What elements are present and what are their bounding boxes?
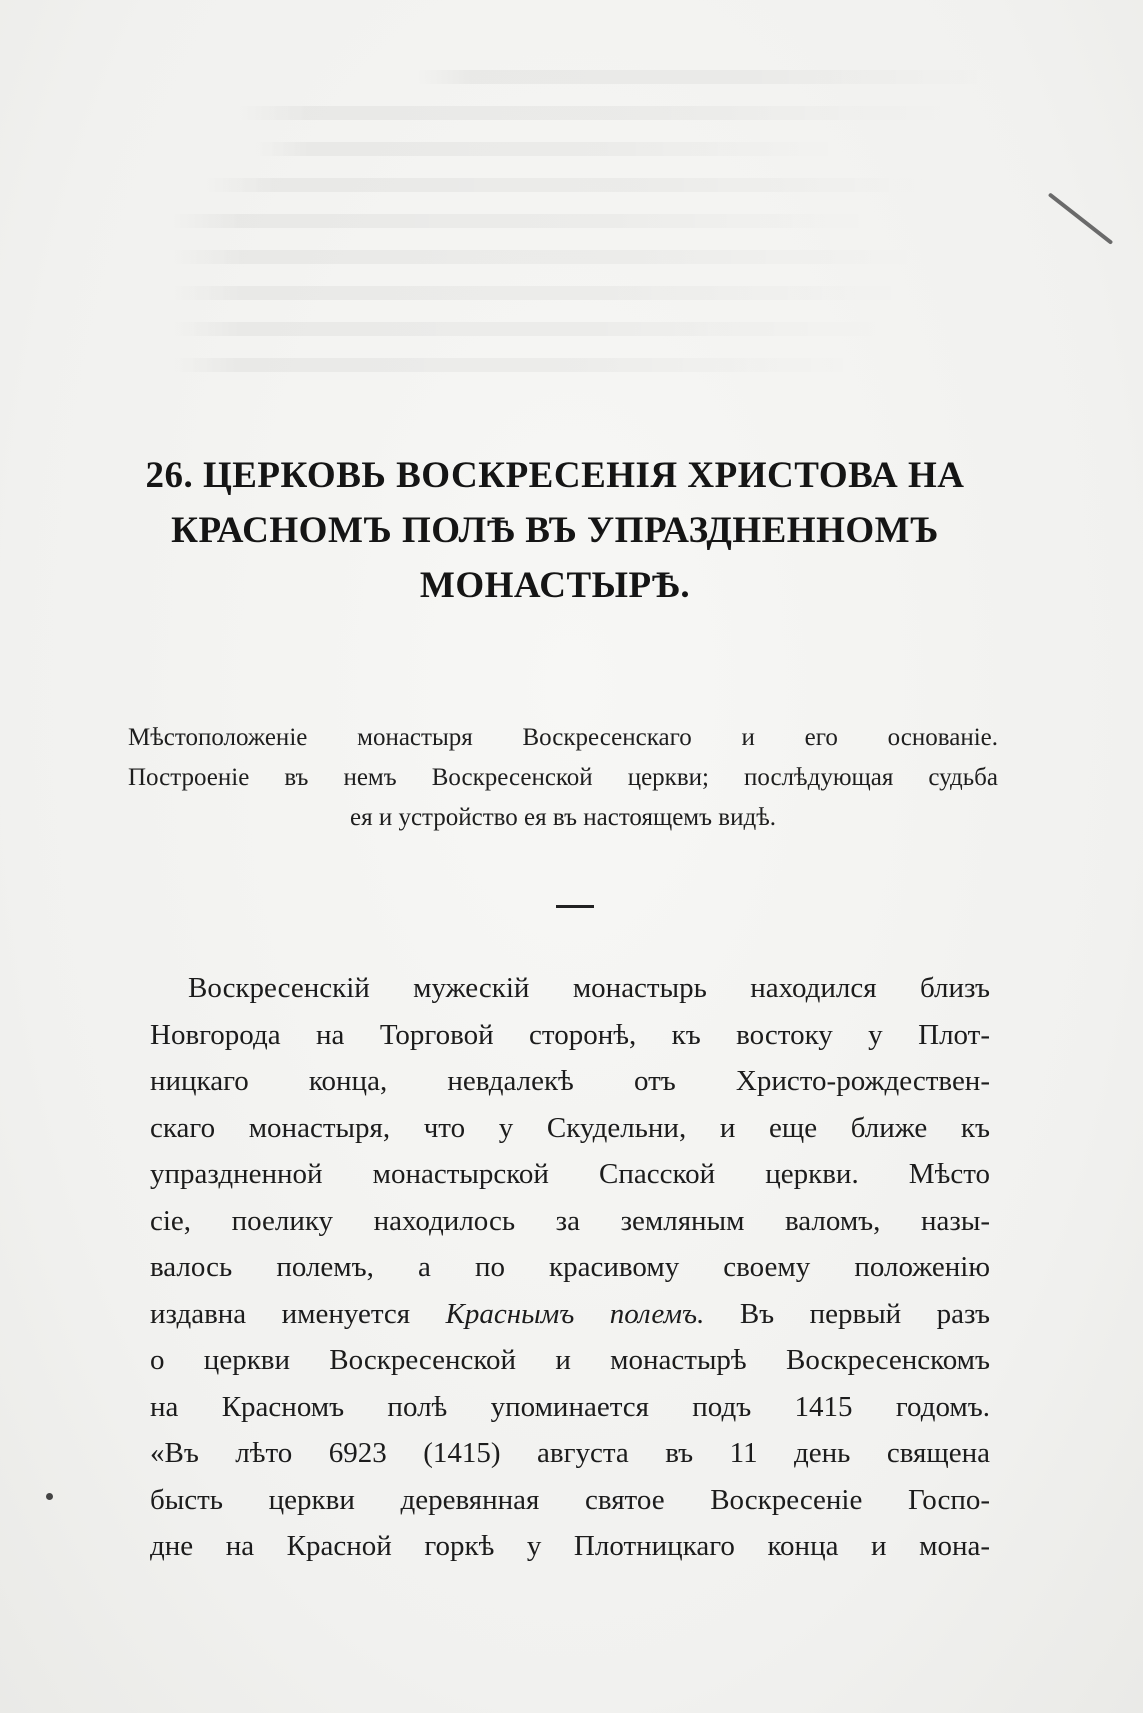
body-line: дне на Красной горкѣ у Плотницкаго конца и мона- <box>150 1530 990 1562</box>
body-line: «Въ лѣто 6923 (1415) августа въ 11 день священа <box>150 1437 990 1469</box>
body-line: скаго монастыря, что у Скудельни, и еще ближе къ <box>150 1111 990 1144</box>
body-paragraph <box>150 965 990 1570</box>
chapter-title-line: КРАСНОМЪ ПОЛѢ ВЪ УПРАЗДНЕННОМЪ <box>171 510 939 551</box>
body-line: упраздненной монастырской Спасской церкви. Мѣсто <box>150 1158 990 1190</box>
body-line: Воскресенскій мужескій монастырь находился близъ <box>188 972 990 1004</box>
ink-speck <box>46 1493 53 1500</box>
chapter-summary <box>128 718 998 838</box>
body-line: сіе, поелику находилось за земляным валомъ, назы- <box>150 1204 990 1237</box>
body-line: ницкаго конца, невдалекѣ отъ Христо-рождествен- <box>150 1065 990 1097</box>
chapter-title-line: 26. ЦЕРКОВЬ ВОСКРЕСЕНІЯ ХРИСТОВА НА <box>145 455 965 496</box>
body-line: Новгорода на Торговой сторонѣ, къ востоку у Плот- <box>150 1018 990 1051</box>
section-separator <box>556 905 594 908</box>
body-line: на Красномъ полѣ упоминается подъ 1415 годомъ. <box>150 1390 990 1423</box>
body-line: о церкви Воскресенской и монастырѣ Воскресенскомъ <box>150 1344 990 1376</box>
chapter-title-line: МОНАСТЫРѢ. <box>419 565 691 606</box>
body-line-text: Въ первый разъ <box>704 1297 990 1330</box>
page-corner-scratch <box>1048 192 1114 244</box>
body-line: бысть церкви деревянная святое Воскресеніе Госпо- <box>150 1483 990 1516</box>
emphasized-place-name: Краснымъ полемъ. <box>445 1297 705 1330</box>
summary-line: Мѣстоположеніе монастыря Воскресенскаго и его основаніе. <box>128 724 998 751</box>
chapter-title <box>120 448 990 613</box>
body-line: валось полемъ, а по красивому своему положенію <box>150 1251 990 1283</box>
summary-line: Построеніе въ немъ Воскресенской церкви; послѣдующая судьба <box>128 764 998 791</box>
body-line-text: издавна именуется <box>150 1297 446 1330</box>
bleed-through-text <box>170 70 990 394</box>
summary-line: ея и устройство ея въ настоящемъ видѣ. <box>349 804 777 831</box>
body-line <box>150 1291 990 1338</box>
